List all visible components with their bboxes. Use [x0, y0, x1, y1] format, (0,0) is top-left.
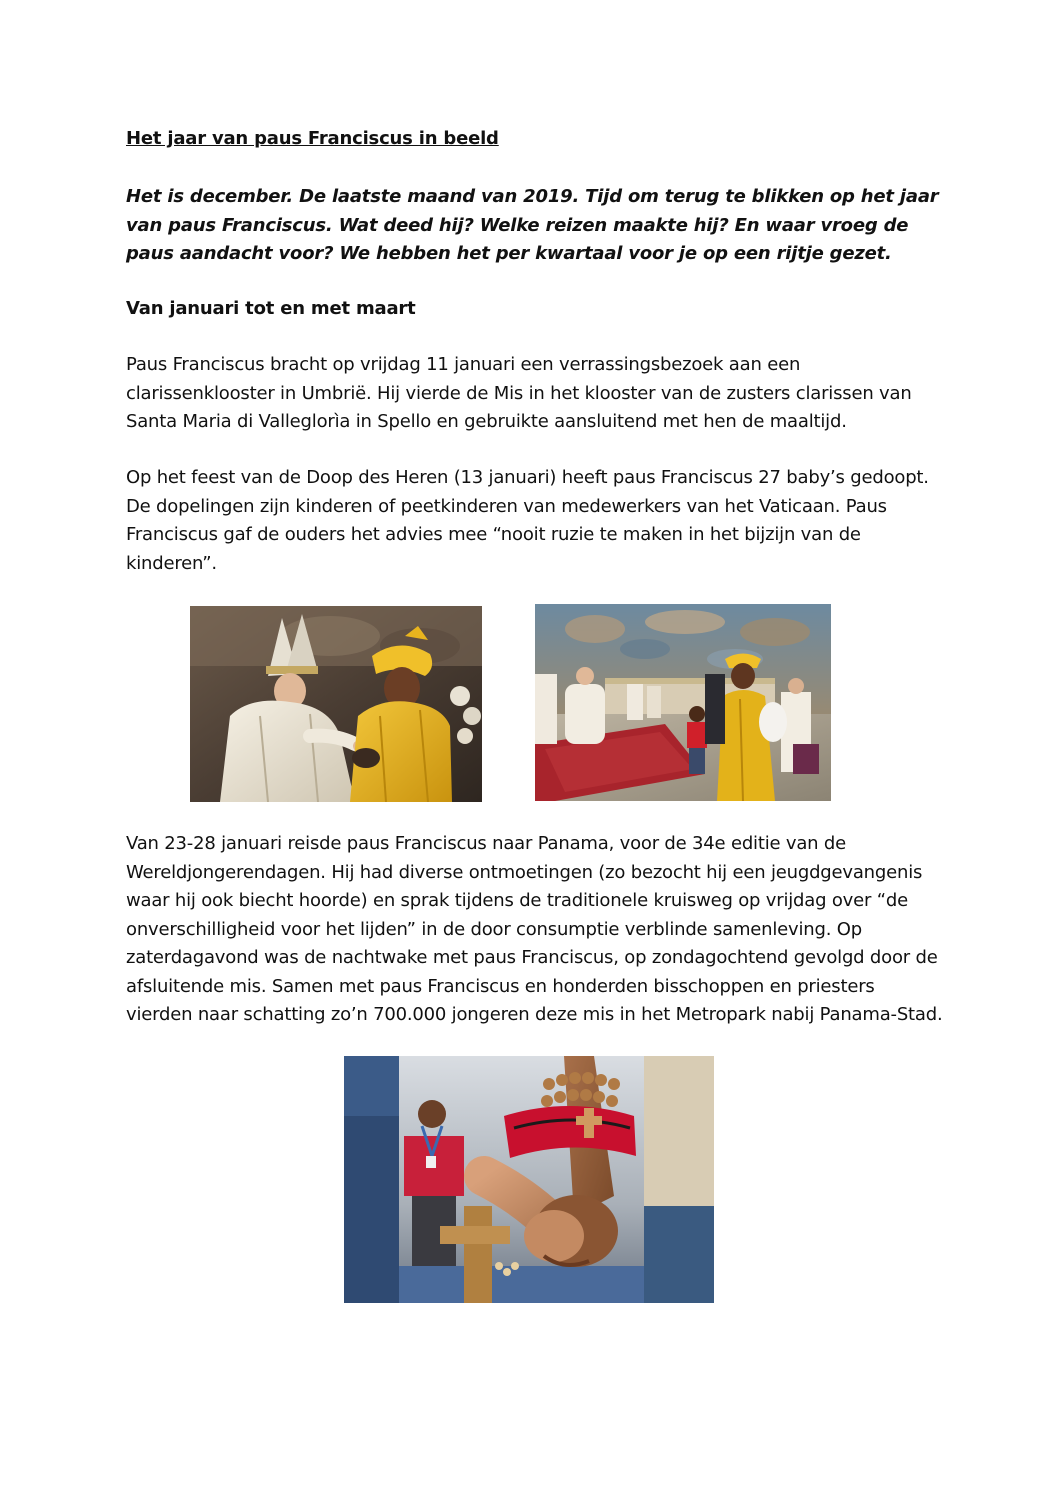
document-title: Het jaar van paus Franciscus in beeld — [126, 128, 499, 149]
paragraph-baptism: Op het feest van de Doop des Heren (13 januari) heeft paus Franciscus 27 baby’s gedoopt. De dopelingen zijn kinderen of peetkinderen van medewerkers van het Vaticaan. Paus Franciscus gaf de ouders het advies mee “nooit ruzie te maken in het bijzijn van de kinderen”. — [126, 467, 929, 574]
section-heading: Van januari tot en met maart — [126, 298, 416, 319]
photo-sistine-chapel-baptism — [535, 604, 831, 801]
photo-pope-baptism-closeup — [190, 606, 482, 802]
paragraph-panama: Van 23-28 januari reisde paus Franciscus naar Panama, voor de 34e editie van de Wereldjongerendagen. Hij had diverse ontmoetingen (zo bezocht hij een jeugdgevangenis waar hij ook biecht hoorde) en sprak tijdens de traditionele kruisweg op vrijdag over “de onverschilligheid voor het lijden” in de door consumptie verblinde samenleving. Op zaterdagavond was de nachtwake met paus Franciscus, op zondagochtend gevolgd door de afsluitende mis. Samen met paus Franciscus en honderden bisschoppen en priesters vierden naar schatting zo’n 700.000 jongeren deze mis in het Metropark nabij Panama-Stad. — [126, 833, 943, 1025]
photo-joined-hands-bracelets — [344, 1056, 714, 1303]
intro-paragraph: Het is december. De laatste maand van 2019. Tijd om terug te blikken op het jaar van paus Franciscus. Wat deed hij? Welke reizen maakte hij? En waar vroeg de paus aandacht voor? We hebben het per kwartaal voor je op een rijtje gezet. — [126, 186, 939, 264]
paragraph-umbria-visit: Paus Franciscus bracht op vrijdag 11 januari een verrassingsbezoek aan een clarissenklooster in Umbrië. Hij vierde de Mis in het klooster van de zusters clarissen van Santa Maria di Valleglorìa in Spello en gebruikte aansluitend met hen de maaltijd. — [126, 354, 912, 432]
